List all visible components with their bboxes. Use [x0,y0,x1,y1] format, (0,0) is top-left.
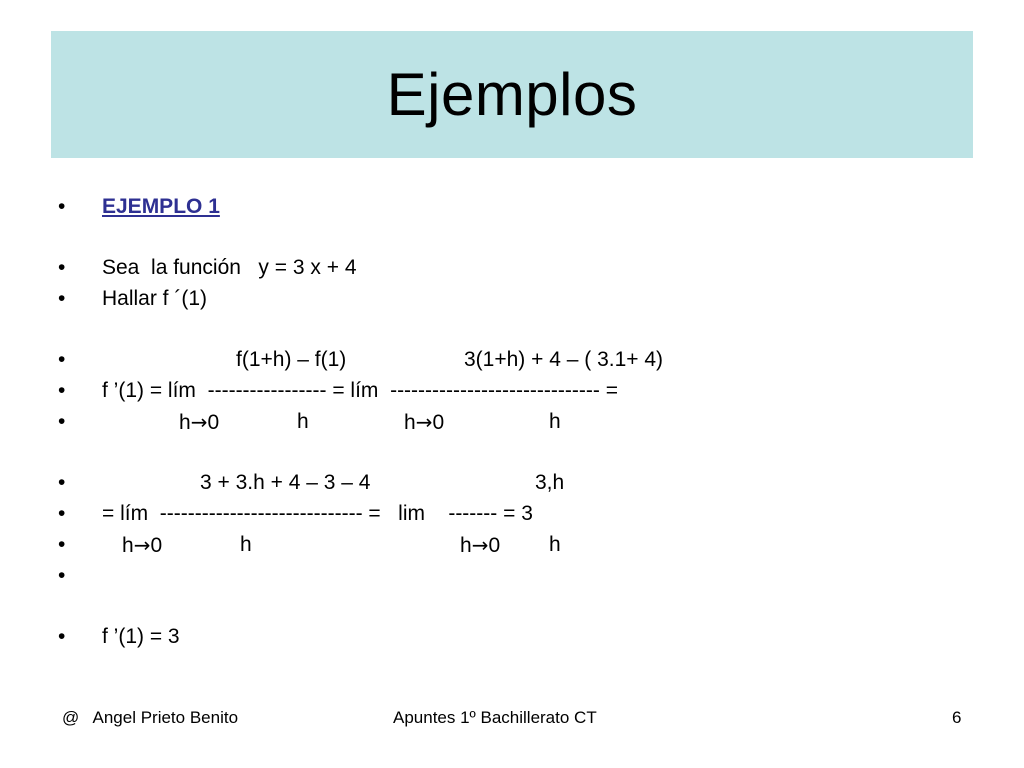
denominator-1: h [297,410,309,433]
limit-variable: h [122,534,134,557]
bullet: • [58,287,66,310]
arrow-right-icon: → [471,533,489,557]
limit-expression-2: = lím ----------------------------- = lim ------- = 3 [102,502,533,525]
footer-page-number: 6 [952,708,962,727]
bullet-line [0,622,180,652]
bullet: • [58,471,66,494]
bullet: • [58,410,66,433]
limit-variable: h [179,411,191,434]
numerator-4: 3,h [535,471,565,494]
denominator-2: h [549,410,561,433]
slide-title: Ejemplos [386,61,638,128]
bullet-line [0,284,208,314]
numerator-2: 3(1+h) + 4 – ( 3.1+ 4) [464,348,664,371]
limit-variable: h [460,534,472,557]
limit-target: 0 [150,534,163,557]
numerator-3: 3 + 3.h + 4 – 3 – 4 [200,471,371,494]
bullet: • [58,625,66,648]
bullet-line [0,530,561,560]
denominator-3: h [240,533,252,556]
limit-target: 0 [207,411,220,434]
bullet: • [58,533,66,556]
bullet-line [0,468,565,498]
limit-target: 0 [432,411,445,434]
limit-expression-1: f ’(1) = lím ----------------- = lím ------------------------------ = [102,379,618,402]
limit-target: 0 [488,534,501,557]
bullet-line [0,345,664,375]
footer-course: Apuntes 1º Bachillerato CT [393,708,597,727]
task-statement: Hallar f ´(1) [102,287,208,310]
footer-author: @ Angel Prieto Benito [62,708,239,727]
bullet-line [0,253,357,283]
bullet: • [58,195,66,218]
function-definition: Sea la función y = 3 x + 4 [102,256,357,279]
bullet-line [0,561,66,591]
limit-subscript-4 [460,530,500,561]
title-bar [51,31,973,158]
denominator-4: h [549,533,561,556]
example-heading-link[interactable]: EJEMPLO 1 [102,195,220,218]
arrow-right-icon: → [133,533,151,557]
bullet: • [58,564,66,587]
arrow-right-icon: → [190,410,208,434]
arrow-right-icon: → [415,410,433,434]
numerator-1: f(1+h) – f(1) [236,348,347,371]
heading-line [0,192,220,222]
limit-subscript-2 [404,407,444,438]
bullet: • [58,379,66,402]
bullet-line [0,376,618,406]
bullet-line [0,407,561,437]
limit-subscript-3 [122,530,162,561]
limit-subscript-1 [179,407,219,438]
result: f ’(1) = 3 [102,625,180,648]
bullet: • [58,502,66,525]
bullet: • [58,256,66,279]
bullet-line [0,499,533,529]
bullet: • [58,348,66,371]
limit-variable: h [404,411,416,434]
